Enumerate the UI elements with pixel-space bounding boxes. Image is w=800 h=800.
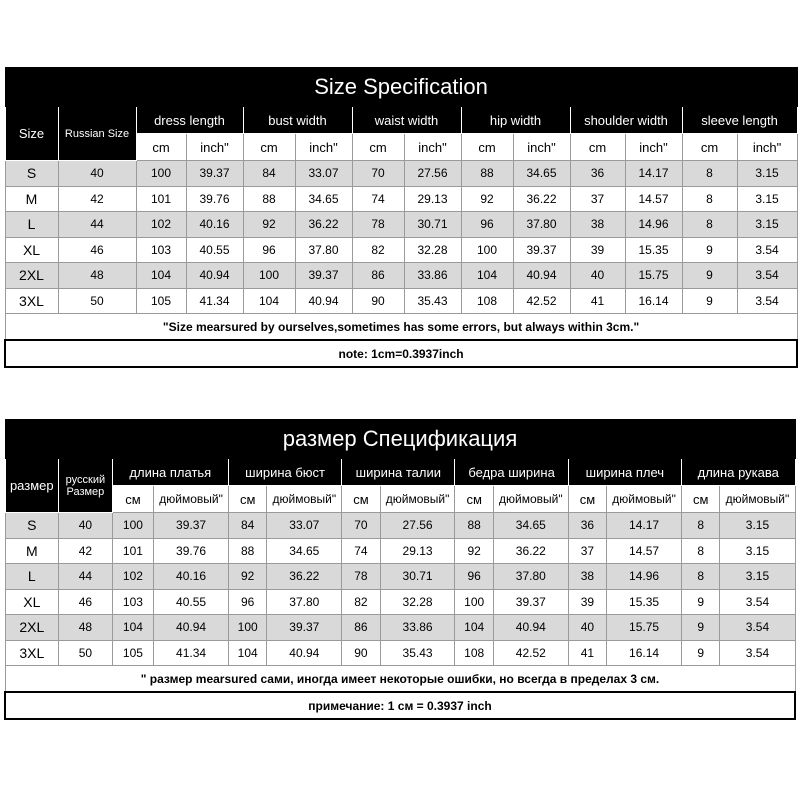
table-cell: 3.54 [720, 640, 795, 666]
table-cell: 102 [112, 564, 153, 590]
table-cell: 101 [112, 538, 153, 564]
table-cell: 40.94 [295, 288, 352, 314]
table-cell: 14.57 [607, 538, 682, 564]
table-cell: 37.80 [513, 212, 570, 238]
table-cell: 29.13 [404, 186, 461, 212]
table-cell: 35.43 [404, 288, 461, 314]
table-cell: 100 [228, 615, 266, 641]
table-cell: 108 [461, 288, 513, 314]
table-cell: 32.28 [404, 237, 461, 263]
table-cell: 44 [59, 564, 113, 590]
column-header: длина платья [112, 459, 228, 486]
table-cell: 100 [461, 237, 513, 263]
unit-inch: inch" [186, 134, 243, 161]
table-cell: 8 [682, 212, 737, 238]
table-cell: 92 [461, 186, 513, 212]
table-cell: 74 [342, 538, 380, 564]
table-cell: 41 [568, 640, 606, 666]
table-cell: 40.55 [154, 589, 229, 615]
table-cell: 42.52 [493, 640, 568, 666]
table-cell: 9 [681, 640, 719, 666]
table-cell: 39.37 [513, 237, 570, 263]
column-header: Size [5, 107, 58, 161]
table-cell: 88 [228, 538, 266, 564]
table-cell: 41.34 [186, 288, 243, 314]
note-row [5, 692, 795, 719]
table-cell: 38 [570, 212, 625, 238]
disclaimer-text: " размер mearsured сами, иногда имеет некоторые ошибки, но всегда в пределах 3 см. [5, 666, 795, 693]
table-cell: 36.22 [513, 186, 570, 212]
unit-inch: inch" [737, 134, 797, 161]
table-cell: 27.56 [404, 161, 461, 187]
table-cell: 8 [681, 538, 719, 564]
table-cell: 40.94 [267, 640, 342, 666]
table-cell: 15.35 [607, 589, 682, 615]
table-cell: 3.54 [720, 615, 795, 641]
table-title: Size Specification [5, 68, 797, 107]
note-text: примечание: 1 см = 0.3937 inch [5, 692, 795, 719]
table-cell: 48 [58, 263, 136, 289]
units-row [5, 486, 795, 513]
disclaimer-row [5, 314, 797, 341]
table-cell: 108 [455, 640, 493, 666]
unit-cm: см [228, 486, 266, 513]
table-cell: 39.37 [267, 615, 342, 641]
table-cell: 105 [136, 288, 186, 314]
table-cell: 41 [570, 288, 625, 314]
unit-cm: cm [682, 134, 737, 161]
table-cell: 3.54 [737, 237, 797, 263]
table-cell: 37.80 [295, 237, 352, 263]
table-cell: 84 [243, 161, 295, 187]
table-cell: 102 [136, 212, 186, 238]
table-cell: 42 [59, 538, 113, 564]
table-cell: 88 [455, 513, 493, 539]
note-text: note: 1cm=0.3937inch [5, 340, 797, 367]
table-row [5, 212, 797, 238]
disclaimer-row [5, 666, 795, 693]
table-title: размер Спецификация [5, 420, 795, 459]
unit-cm: cm [136, 134, 186, 161]
table-cell: 3.15 [737, 161, 797, 187]
table-cell: 88 [243, 186, 295, 212]
column-header: dress length [136, 107, 243, 134]
table-cell: 92 [455, 538, 493, 564]
table-cell: 15.35 [625, 237, 682, 263]
table-cell: 104 [136, 263, 186, 289]
table-cell: 100 [112, 513, 153, 539]
table-cell: 34.65 [493, 513, 568, 539]
column-header: ширина плеч [568, 459, 681, 486]
table-cell: 37 [570, 186, 625, 212]
table-cell: 103 [112, 589, 153, 615]
table-cell: 36.22 [267, 564, 342, 590]
table-cell: 3.15 [720, 564, 795, 590]
table-cell: 100 [243, 263, 295, 289]
table-cell: 36.22 [493, 538, 568, 564]
unit-inch: дюймовый" [380, 486, 455, 513]
table-cell: 78 [352, 212, 404, 238]
unit-inch: дюймовый" [493, 486, 568, 513]
table-cell: 82 [352, 237, 404, 263]
table-cell: 40 [58, 161, 136, 187]
column-header: размер [5, 459, 59, 513]
table-cell: 100 [455, 589, 493, 615]
table-cell: 3.15 [737, 212, 797, 238]
table-cell: 41.34 [154, 640, 229, 666]
table-cell: 14.17 [625, 161, 682, 187]
size-label-cell: XL [5, 589, 59, 615]
table-cell: 96 [228, 589, 266, 615]
unit-inch: inch" [513, 134, 570, 161]
table-cell: 3.54 [737, 288, 797, 314]
table-cell: 3.15 [720, 513, 795, 539]
table-row [5, 161, 797, 187]
table-cell: 92 [243, 212, 295, 238]
table-cell: 50 [58, 288, 136, 314]
table-cell: 3.15 [737, 186, 797, 212]
table-cell: 8 [681, 564, 719, 590]
table-body [5, 420, 795, 720]
size-label-cell: S [5, 513, 59, 539]
size-label-cell: L [5, 564, 59, 590]
table-cell: 46 [58, 237, 136, 263]
table-row [5, 615, 795, 641]
table-row [5, 237, 797, 263]
table-cell: 100 [136, 161, 186, 187]
table-cell: 48 [59, 615, 113, 641]
header-row [5, 459, 795, 486]
table-cell: 103 [136, 237, 186, 263]
table-cell: 36 [570, 161, 625, 187]
column-header: bust width [243, 107, 352, 134]
table-cell: 104 [228, 640, 266, 666]
unit-cm: cm [570, 134, 625, 161]
unit-cm: cm [243, 134, 295, 161]
table-cell: 101 [136, 186, 186, 212]
table-cell: 16.14 [625, 288, 682, 314]
table-cell: 104 [455, 615, 493, 641]
table-cell: 29.13 [380, 538, 455, 564]
table-cell: 40.16 [186, 212, 243, 238]
column-header: ширина талии [342, 459, 455, 486]
table-cell: 9 [682, 263, 737, 289]
table-cell: 44 [58, 212, 136, 238]
table-cell: 33.86 [380, 615, 455, 641]
table-cell: 3.54 [737, 263, 797, 289]
table-row [5, 513, 795, 539]
size-label-cell: 2XL [5, 263, 58, 289]
unit-inch: inch" [295, 134, 352, 161]
size-label-cell: M [5, 538, 59, 564]
table-row [5, 538, 795, 564]
table-cell: 40 [568, 615, 606, 641]
column-header: sleeve length [682, 107, 797, 134]
unit-inch: дюймовый" [720, 486, 795, 513]
unit-cm: cm [461, 134, 513, 161]
column-header: waist width [352, 107, 461, 134]
table-cell: 40.94 [186, 263, 243, 289]
table-cell: 70 [342, 513, 380, 539]
table-cell: 9 [682, 288, 737, 314]
table-cell: 86 [352, 263, 404, 289]
table-cell: 14.17 [607, 513, 682, 539]
table-cell: 90 [342, 640, 380, 666]
table-cell: 96 [243, 237, 295, 263]
unit-cm: см [342, 486, 380, 513]
table-cell: 39.76 [186, 186, 243, 212]
table-row [5, 564, 795, 590]
table-cell: 70 [352, 161, 404, 187]
table-cell: 39 [570, 237, 625, 263]
table-cell: 27.56 [380, 513, 455, 539]
table-cell: 37 [568, 538, 606, 564]
size-label-cell: S [5, 161, 58, 187]
unit-inch: inch" [404, 134, 461, 161]
table-cell: 40 [570, 263, 625, 289]
table-cell: 9 [681, 589, 719, 615]
table-cell: 74 [352, 186, 404, 212]
table-cell: 8 [682, 161, 737, 187]
table-cell: 9 [682, 237, 737, 263]
table-cell: 34.65 [295, 186, 352, 212]
unit-cm: cm [352, 134, 404, 161]
table-cell: 30.71 [404, 212, 461, 238]
table-cell: 9 [681, 615, 719, 641]
column-header: ширина бюст [228, 459, 341, 486]
size-label-cell: 3XL [5, 288, 58, 314]
size-label-cell: M [5, 186, 58, 212]
table-cell: 37.80 [267, 589, 342, 615]
size-specification-table [4, 67, 798, 368]
table-row [5, 288, 797, 314]
table-cell: 36.22 [295, 212, 352, 238]
column-header: hip width [461, 107, 570, 134]
table-cell: 78 [342, 564, 380, 590]
header-row [5, 107, 797, 134]
size-label-cell: XL [5, 237, 58, 263]
table-cell: 38 [568, 564, 606, 590]
table-cell: 42 [58, 186, 136, 212]
table-cell: 14.96 [607, 564, 682, 590]
size-label-cell: 2XL [5, 615, 59, 641]
table-cell: 15.75 [607, 615, 682, 641]
table-cell: 33.07 [295, 161, 352, 187]
column-header: бедра ширина [455, 459, 568, 486]
unit-cm: см [568, 486, 606, 513]
unit-inch: дюймовый" [607, 486, 682, 513]
table-cell: 8 [681, 513, 719, 539]
table-cell: 33.86 [404, 263, 461, 289]
table-cell: 96 [455, 564, 493, 590]
russian-size-specification-table [4, 419, 796, 720]
table-cell: 32.28 [380, 589, 455, 615]
table-row [5, 186, 797, 212]
unit-cm: см [455, 486, 493, 513]
table-body [5, 68, 797, 368]
table-cell: 86 [342, 615, 380, 641]
table-cell: 39.37 [154, 513, 229, 539]
table-cell: 40.94 [513, 263, 570, 289]
column-header: shoulder width [570, 107, 682, 134]
table-cell: 14.96 [625, 212, 682, 238]
table-cell: 39.76 [154, 538, 229, 564]
table-row [5, 640, 795, 666]
table-cell: 105 [112, 640, 153, 666]
table-cell: 36 [568, 513, 606, 539]
table-cell: 15.75 [625, 263, 682, 289]
note-row [5, 340, 797, 367]
table-cell: 46 [59, 589, 113, 615]
table-cell: 16.14 [607, 640, 682, 666]
size-label-cell: 3XL [5, 640, 59, 666]
table-cell: 37.80 [493, 564, 568, 590]
unit-inch: inch" [625, 134, 682, 161]
table-cell: 39.37 [186, 161, 243, 187]
table-cell: 30.71 [380, 564, 455, 590]
table-cell: 39.37 [295, 263, 352, 289]
table-cell: 3.54 [720, 589, 795, 615]
table-cell: 35.43 [380, 640, 455, 666]
column-header: длина рукава [681, 459, 795, 486]
table-cell: 84 [228, 513, 266, 539]
table-cell: 42.52 [513, 288, 570, 314]
table-cell: 104 [243, 288, 295, 314]
unit-cm: см [112, 486, 153, 513]
disclaimer-text: "Size mearsured by ourselves,sometimes has some errors, but always within 3cm." [5, 314, 797, 341]
unit-cm: см [681, 486, 719, 513]
table-cell: 90 [352, 288, 404, 314]
table-cell: 14.57 [625, 186, 682, 212]
unit-inch: дюймовый" [267, 486, 342, 513]
table-cell: 92 [228, 564, 266, 590]
table-cell: 82 [342, 589, 380, 615]
table-cell: 3.15 [720, 538, 795, 564]
table-cell: 40.55 [186, 237, 243, 263]
table-cell: 88 [461, 161, 513, 187]
table-cell: 104 [112, 615, 153, 641]
table-cell: 33.07 [267, 513, 342, 539]
table-cell: 39 [568, 589, 606, 615]
column-header: Russian Size [58, 107, 136, 161]
table-cell: 34.65 [267, 538, 342, 564]
unit-inch: дюймовый" [154, 486, 229, 513]
table-cell: 40.94 [154, 615, 229, 641]
table-cell: 40.16 [154, 564, 229, 590]
table-cell: 8 [682, 186, 737, 212]
table-cell: 50 [59, 640, 113, 666]
column-header: русский Размер [59, 459, 113, 513]
table-cell: 96 [461, 212, 513, 238]
table-cell: 39.37 [493, 589, 568, 615]
size-label-cell: L [5, 212, 58, 238]
table-cell: 40.94 [493, 615, 568, 641]
table-cell: 104 [461, 263, 513, 289]
table-cell: 34.65 [513, 161, 570, 187]
table-row [5, 589, 795, 615]
table-cell: 40 [59, 513, 113, 539]
table-row [5, 263, 797, 289]
